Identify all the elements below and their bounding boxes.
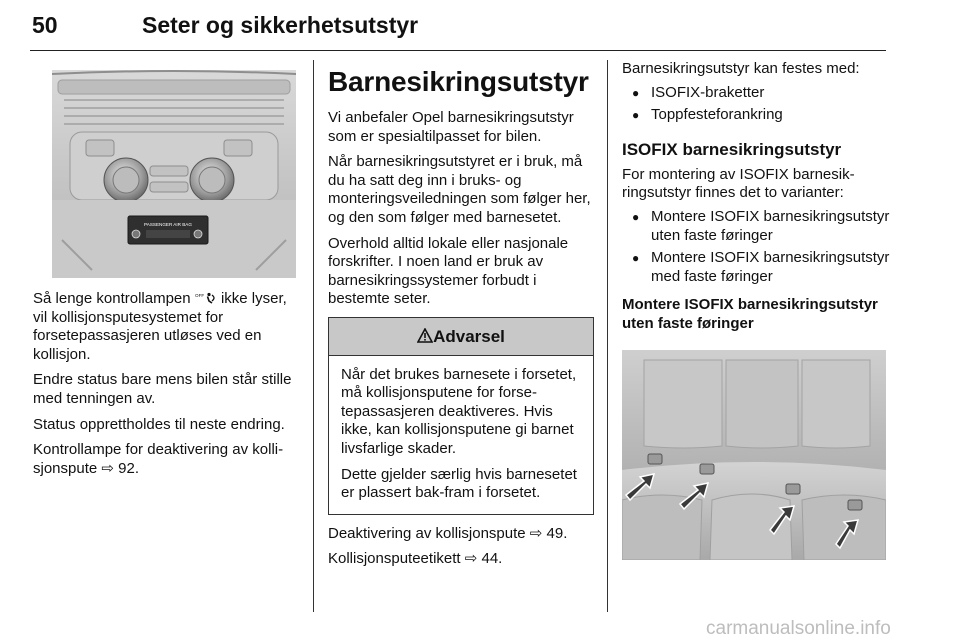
column-right [622, 60, 890, 340]
warning-header [329, 318, 593, 356]
mount-options-list [622, 84, 890, 125]
airbag-off-indicator-icon [195, 292, 217, 304]
airbag-label-ref: Kollisjonsputeetikett ⇨ 44. [328, 550, 503, 568]
column-middle [328, 60, 594, 576]
dashboard-figure [52, 70, 296, 278]
chapter-heading: Barnesikringsutstyr [328, 66, 589, 97]
watermark: carmanualsonline.info [706, 618, 891, 639]
airbag-label-text: PASSENGER AIR BAG [144, 222, 192, 227]
status-keep-paragraph: Status opprettholdes til neste endring. [33, 415, 285, 433]
isofix-heading: ISOFIX barnesikringsutstyr [622, 139, 842, 159]
column-left [33, 290, 305, 485]
section-title: Seter og sikkerhetsutstyr [142, 12, 419, 38]
list-item: ● Montere ISOFIX barnesikringsutstyr uten faste føringer [622, 208, 890, 245]
list-item: ● Toppfesteforankring [622, 106, 890, 125]
airbag-deactivation-ref: Deaktivering av kollisjonspute ⇨ 49. [328, 524, 568, 542]
recommendation-paragraph: Vi anbefaler Opel barnesikringsutstyr som er spesialtilpasset for bilen. [328, 109, 574, 145]
list-item: ● ISOFIX-braketter [622, 84, 890, 103]
mounting-intro: Barnesikringsutstyr kan festes med: [622, 60, 860, 77]
isofix-variants-list [622, 208, 890, 286]
column-divider [313, 60, 314, 612]
warning-paragraph-1: Når det brukes barnesete i forsetet, må kollisjonsputene for forsetepassasjeren deaktiveres. Hvis ikke, kan kollisjonsputene gi barnet livsfarlige skader. [341, 365, 577, 457]
isofix-paragraph: For montering av ISOFIX barnesikringsutstyr finnes det to varianter: [622, 165, 855, 202]
warning-title: Advarsel [433, 326, 505, 346]
airbag-indicator-paragraph: Så lenge kontrollampen OFF ikke lyser, vil kollisjonsputesystemet for forsetepassasjeren utløses ved en kollisjon. [33, 290, 287, 363]
rear-seat-isofix-figure [622, 350, 886, 560]
column-divider [607, 60, 608, 612]
warning-box [328, 317, 594, 515]
page-ref-link[interactable]: 44. [481, 550, 503, 568]
page-ref-arrow-icon: ⇨ [101, 459, 114, 477]
page-ref-link[interactable]: 92. [118, 459, 139, 477]
status-change-paragraph: Endre status bare mens bilen står stille med tenningen av. [33, 371, 292, 407]
list-item: ● Montere ISOFIX barnesikringsutstyr med faste føringer [622, 249, 890, 286]
page-number: 50 [32, 12, 58, 38]
page-ref-arrow-icon: ⇨ [529, 524, 543, 542]
isofix-subheading: Montere ISOFIX barnesikringsutstyr uten faste føringer [622, 296, 878, 332]
page-ref-link[interactable]: 49. [546, 524, 568, 542]
deactivation-ref-paragraph: Kontrollampe for deaktivering av kollisjonspute ⇨ 92. [33, 441, 284, 477]
page-header [30, 0, 886, 51]
instructions-paragraph: Når barnesikringsutstyret er i bruk, må du ha satt deg inn i bruks- og monteringsveiledningen som følger her, og den som følger med barnesetet. [328, 153, 591, 226]
page-ref-arrow-icon: ⇨ [464, 550, 478, 568]
warning-paragraph-2: Dette gjelder særlig hvis barnesetet er plassert bak-fram i forsetet. [341, 465, 577, 502]
warning-triangle-icon [417, 328, 433, 343]
regulations-paragraph: Overhold alltid lokale eller nasjonale forskrifter. I noen land er bruk av barnesikringssystemer forbudt i bestemte seter. [328, 234, 569, 308]
svg-text:OFF: OFF [194, 293, 204, 298]
warning-body [329, 356, 593, 514]
